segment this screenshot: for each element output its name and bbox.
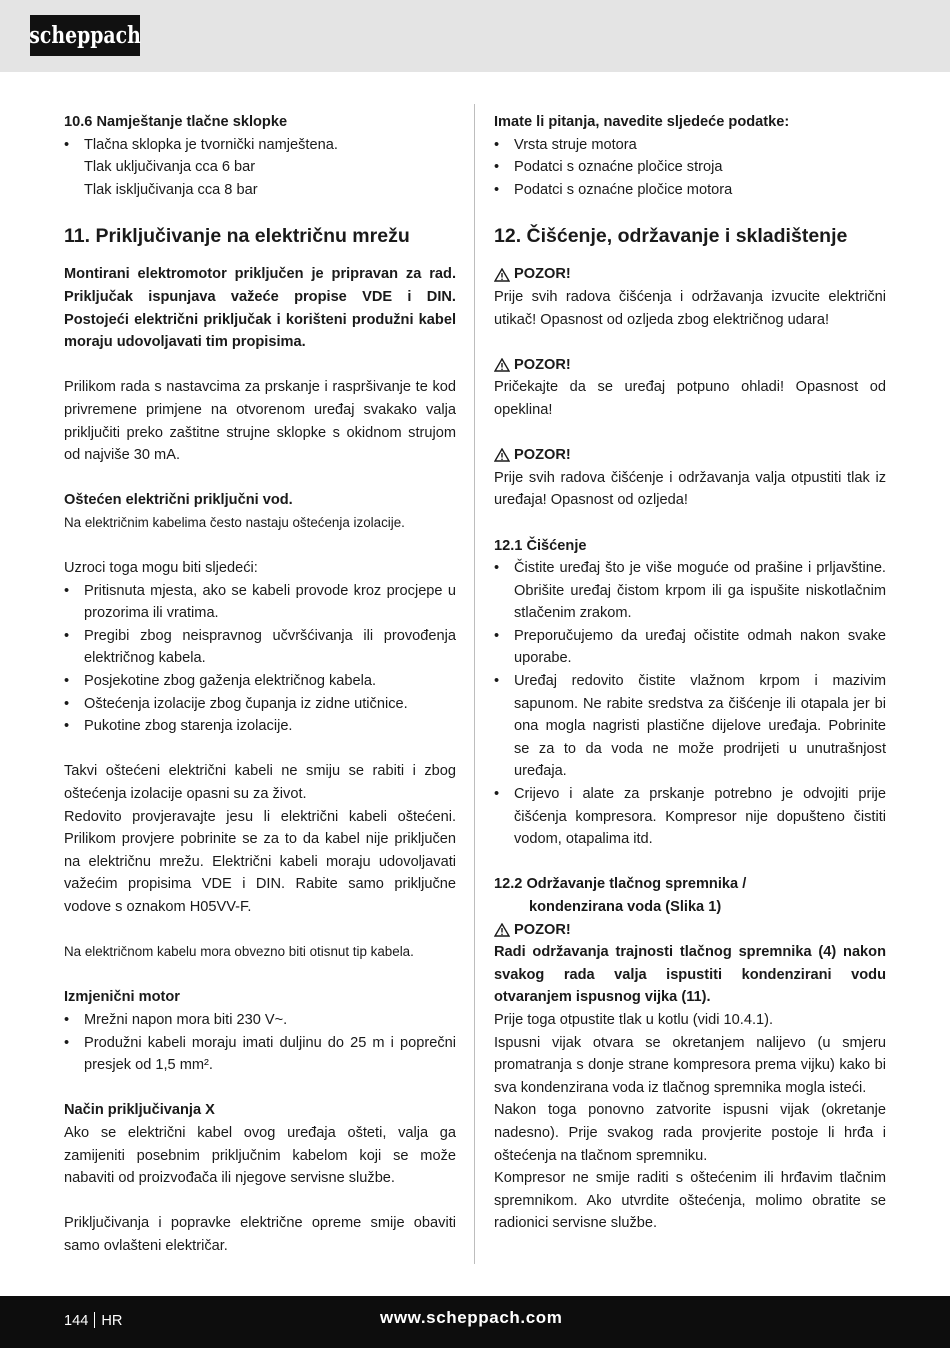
warning-4-label xyxy=(494,919,886,942)
electrician-paragraph: Priključivanja i popravke električne opreme smije obaviti samo ovlašteni električar. xyxy=(64,1215,456,1254)
list-item: • Pregibi zbog neispravnog učvršćivanja ili provođenja električnog kabela. xyxy=(64,625,456,670)
language-code: HR xyxy=(101,1313,123,1329)
warning-triangle-icon xyxy=(494,268,510,282)
warning-triangle-icon xyxy=(494,448,510,462)
warning-3-label xyxy=(494,444,886,467)
section-11-intro: Montirani elektromotor priključen je pripravan za rad. Priključak ispunjava važeće propise VDE i DIN. Postojeći električni priključak i korišteni produžni kabel moraju udovoljavati tim propisima. xyxy=(64,266,456,351)
list-item: • Pritisnuta mjesta, ako se kabeli provode kroz procjepe u prozorima ili vratima. xyxy=(64,580,456,625)
list-item: • Pukotine zbog starenja izolacije. xyxy=(64,715,456,738)
cable-danger-paragraph: Takvi oštećeni električni kabeli ne smiju se rabiti i zbog oštećenja izolacije opasni su za život. xyxy=(64,763,456,803)
section-10-6-list xyxy=(64,134,456,157)
cleaning-list xyxy=(494,557,886,851)
connection-type-paragraph: Ako se električni kabel ovog uređaja ošteti, valja ga zamijeniti posebnim priključnim kabelom koji se može nabaviti od proizvođača ili njegove servisne službe. xyxy=(64,1124,456,1187)
list-item: • Uređaj redovito čistite vlažnom krpom i mazivim sapunom. Ne rabite sredstva za čišćenje ili otapala jer bi ona mogla nagristi plastične dijelove uređaja. Pobrinite se za to da voda ne može prodrijeti u unutrašnjost uređaja. xyxy=(494,670,886,783)
causes-intro: Uzroci toga mogu biti sljedeći: xyxy=(64,560,258,577)
left-column xyxy=(64,111,456,1258)
section-10-6-title: 10.6 Namještanje tlačne sklopke xyxy=(64,114,288,130)
logo-text: scheppach xyxy=(29,22,141,49)
section-11-rcd-paragraph: Prilikom rada s nastavcima za prskanje i raspršivanje te kod privremene primjene na otvorenom uređaj svakako valja priključiti preko zaštitne strujne sklopke s okidnom strujom od najviše 30 mA. xyxy=(64,379,456,464)
cable-type-note: Na električnom kabelu mora obvezno biti otisnut tip kabela. xyxy=(64,944,414,960)
list-item: • Preporučujemo da uređaj očistite odmah nakon svake uporabe. xyxy=(494,625,886,670)
list-item: • Produžni kabeli moraju imati duljinu do 25 m i poprečni presjek od 1,5 mm². xyxy=(64,1032,456,1077)
list-item: • Posjekotine zbog gaženja električnog kabela. xyxy=(64,670,456,693)
section-12-2-title-line1: 12.2 Održavanje tlačnog spremnika / xyxy=(494,876,747,893)
column-divider xyxy=(474,104,475,1264)
warning-3-text: Prije svih radova čišćenje i održavanja valja otpustiti tlak iz uređaja! Opasnost od ozljeda! xyxy=(494,469,886,509)
drain-screw-paragraph: Ispusni vijak otvara se okretanjem nalijevo (u smjeru promatranja s donje strane kompresora prema vijku) kako bi sva kondenzirana voda iz tlačnog spremnika mogla isteći. xyxy=(494,1034,886,1096)
list-item: • Oštećenja izolacije zbog čupanja iz zidne utičnice. xyxy=(64,693,456,716)
list-item: • Podatci s oznaćne pločice motora xyxy=(494,179,886,202)
damaged-cable-title: Oštećen električni priključni vod. xyxy=(64,492,293,509)
switch-off-pressure: Tlak isključivanja cca 8 bar xyxy=(84,181,258,198)
website-link[interactable]: www.scheppach.com xyxy=(380,1308,563,1327)
causes-list xyxy=(64,580,456,738)
questions-title: Imate li pitanja, navedite sljedeće podatke: xyxy=(494,114,790,130)
condensate-warning-text: Radi održavanja trajnosti tlačnog spremnika (4) nakon svakog rada valja ispustiti kondenzirani vodu otvaranjem ispusnog vijka (11). xyxy=(494,944,886,1006)
damaged-cable-line: Na električnim kabelima često nastaju oštećenja izolacije. xyxy=(64,514,405,530)
list-item: • Vrsta struje motora xyxy=(494,134,886,157)
section-12-1-title: 12.1 Čišćenje xyxy=(494,537,587,554)
warning-label-text: POZOR! xyxy=(514,356,571,373)
page-header xyxy=(0,0,950,72)
questions-list xyxy=(494,134,886,202)
warning-label-text: POZOR! xyxy=(514,447,571,464)
right-column xyxy=(494,111,886,1235)
ac-motor-title: Izmjenični motor xyxy=(64,989,180,1006)
page-number: 144 xyxy=(64,1313,89,1329)
warning-label-text: POZOR! xyxy=(514,266,571,283)
page-info xyxy=(64,1312,122,1329)
connection-type-title: Način priključivanja X xyxy=(64,1102,215,1119)
cable-check-paragraph: Redovito provjeravajte jesu li električni kabeli oštećeni. Prilikom provjere pobrinite se za to da kabel nije priključen na električnu mrežu. Električni kabeli moraju udovoljavati važećim propisima VDE i DIN. Rabite samo priključne vodove s oznakom H05VV-F. xyxy=(64,808,456,915)
ac-motor-list xyxy=(64,1009,456,1077)
release-pressure-paragraph: Prije toga otpustite tlak u kotlu (vidi 10.4.1). xyxy=(494,1011,774,1028)
warning-1-text: Prije svih radova čišćenja i održavanja izvucite električni utikač! Opasnost od ozljeda zbog električnog udara! xyxy=(494,288,886,328)
switch-on-pressure: Tlak uključivanja cca 6 bar xyxy=(84,159,256,176)
list-item: • Podatci s oznaćne pločice stroja xyxy=(494,156,886,179)
list-item: • Čistite uređaj što je više moguće od prašine i prljavštine. Obrišite uređaj čistom krpom ili ga ispušite niskotlačnim stlačenim zrakom. xyxy=(494,557,886,625)
warning-triangle-icon xyxy=(494,923,510,937)
warning-2-label xyxy=(494,354,886,377)
warning-triangle-icon xyxy=(494,358,510,372)
section-12-heading: 12. Čišćenje, održavanje i skladištenje xyxy=(494,225,848,248)
list-item: • Mrežni napon mora biti 230 V~. xyxy=(64,1009,456,1032)
scheppach-logo xyxy=(30,15,140,56)
warning-1-label xyxy=(494,263,886,286)
list-item: • Crijevo i alate za prskanje potrebno je odvojiti prije čišćenja kompresora. Kompresor nije dopušteno čistiti vodom, otapalima itd. xyxy=(494,783,886,851)
page-footer xyxy=(0,1296,950,1348)
rust-warning-paragraph: Kompresor ne smije raditi s oštećenim ili hrđavim tlačnim spremnikom. Ako utvrdite oštećenja, molimo obratite se radionici servisne službe. xyxy=(494,1170,886,1232)
section-12-2-title-line2: kondenzirana voda (Slika 1) xyxy=(529,899,722,915)
warning-label-text: POZOR! xyxy=(514,921,571,938)
warning-2-text: Pričekajte da se uređaj potpuno ohladi! Opasnost od opeklina! xyxy=(494,379,886,418)
close-screw-paragraph: Nakon toga ponovno zatvorite ispusni vijak (okretanje nadesno). Prije svakog rada provjerite postoje li hrđa i oštećenja na tlačnom spremniku. xyxy=(494,1102,886,1164)
section-11-heading: 11. Priključivanje na električnu mrežu xyxy=(64,225,410,248)
list-item: • Tlačna sklopka je tvornički namještena. xyxy=(64,134,456,157)
